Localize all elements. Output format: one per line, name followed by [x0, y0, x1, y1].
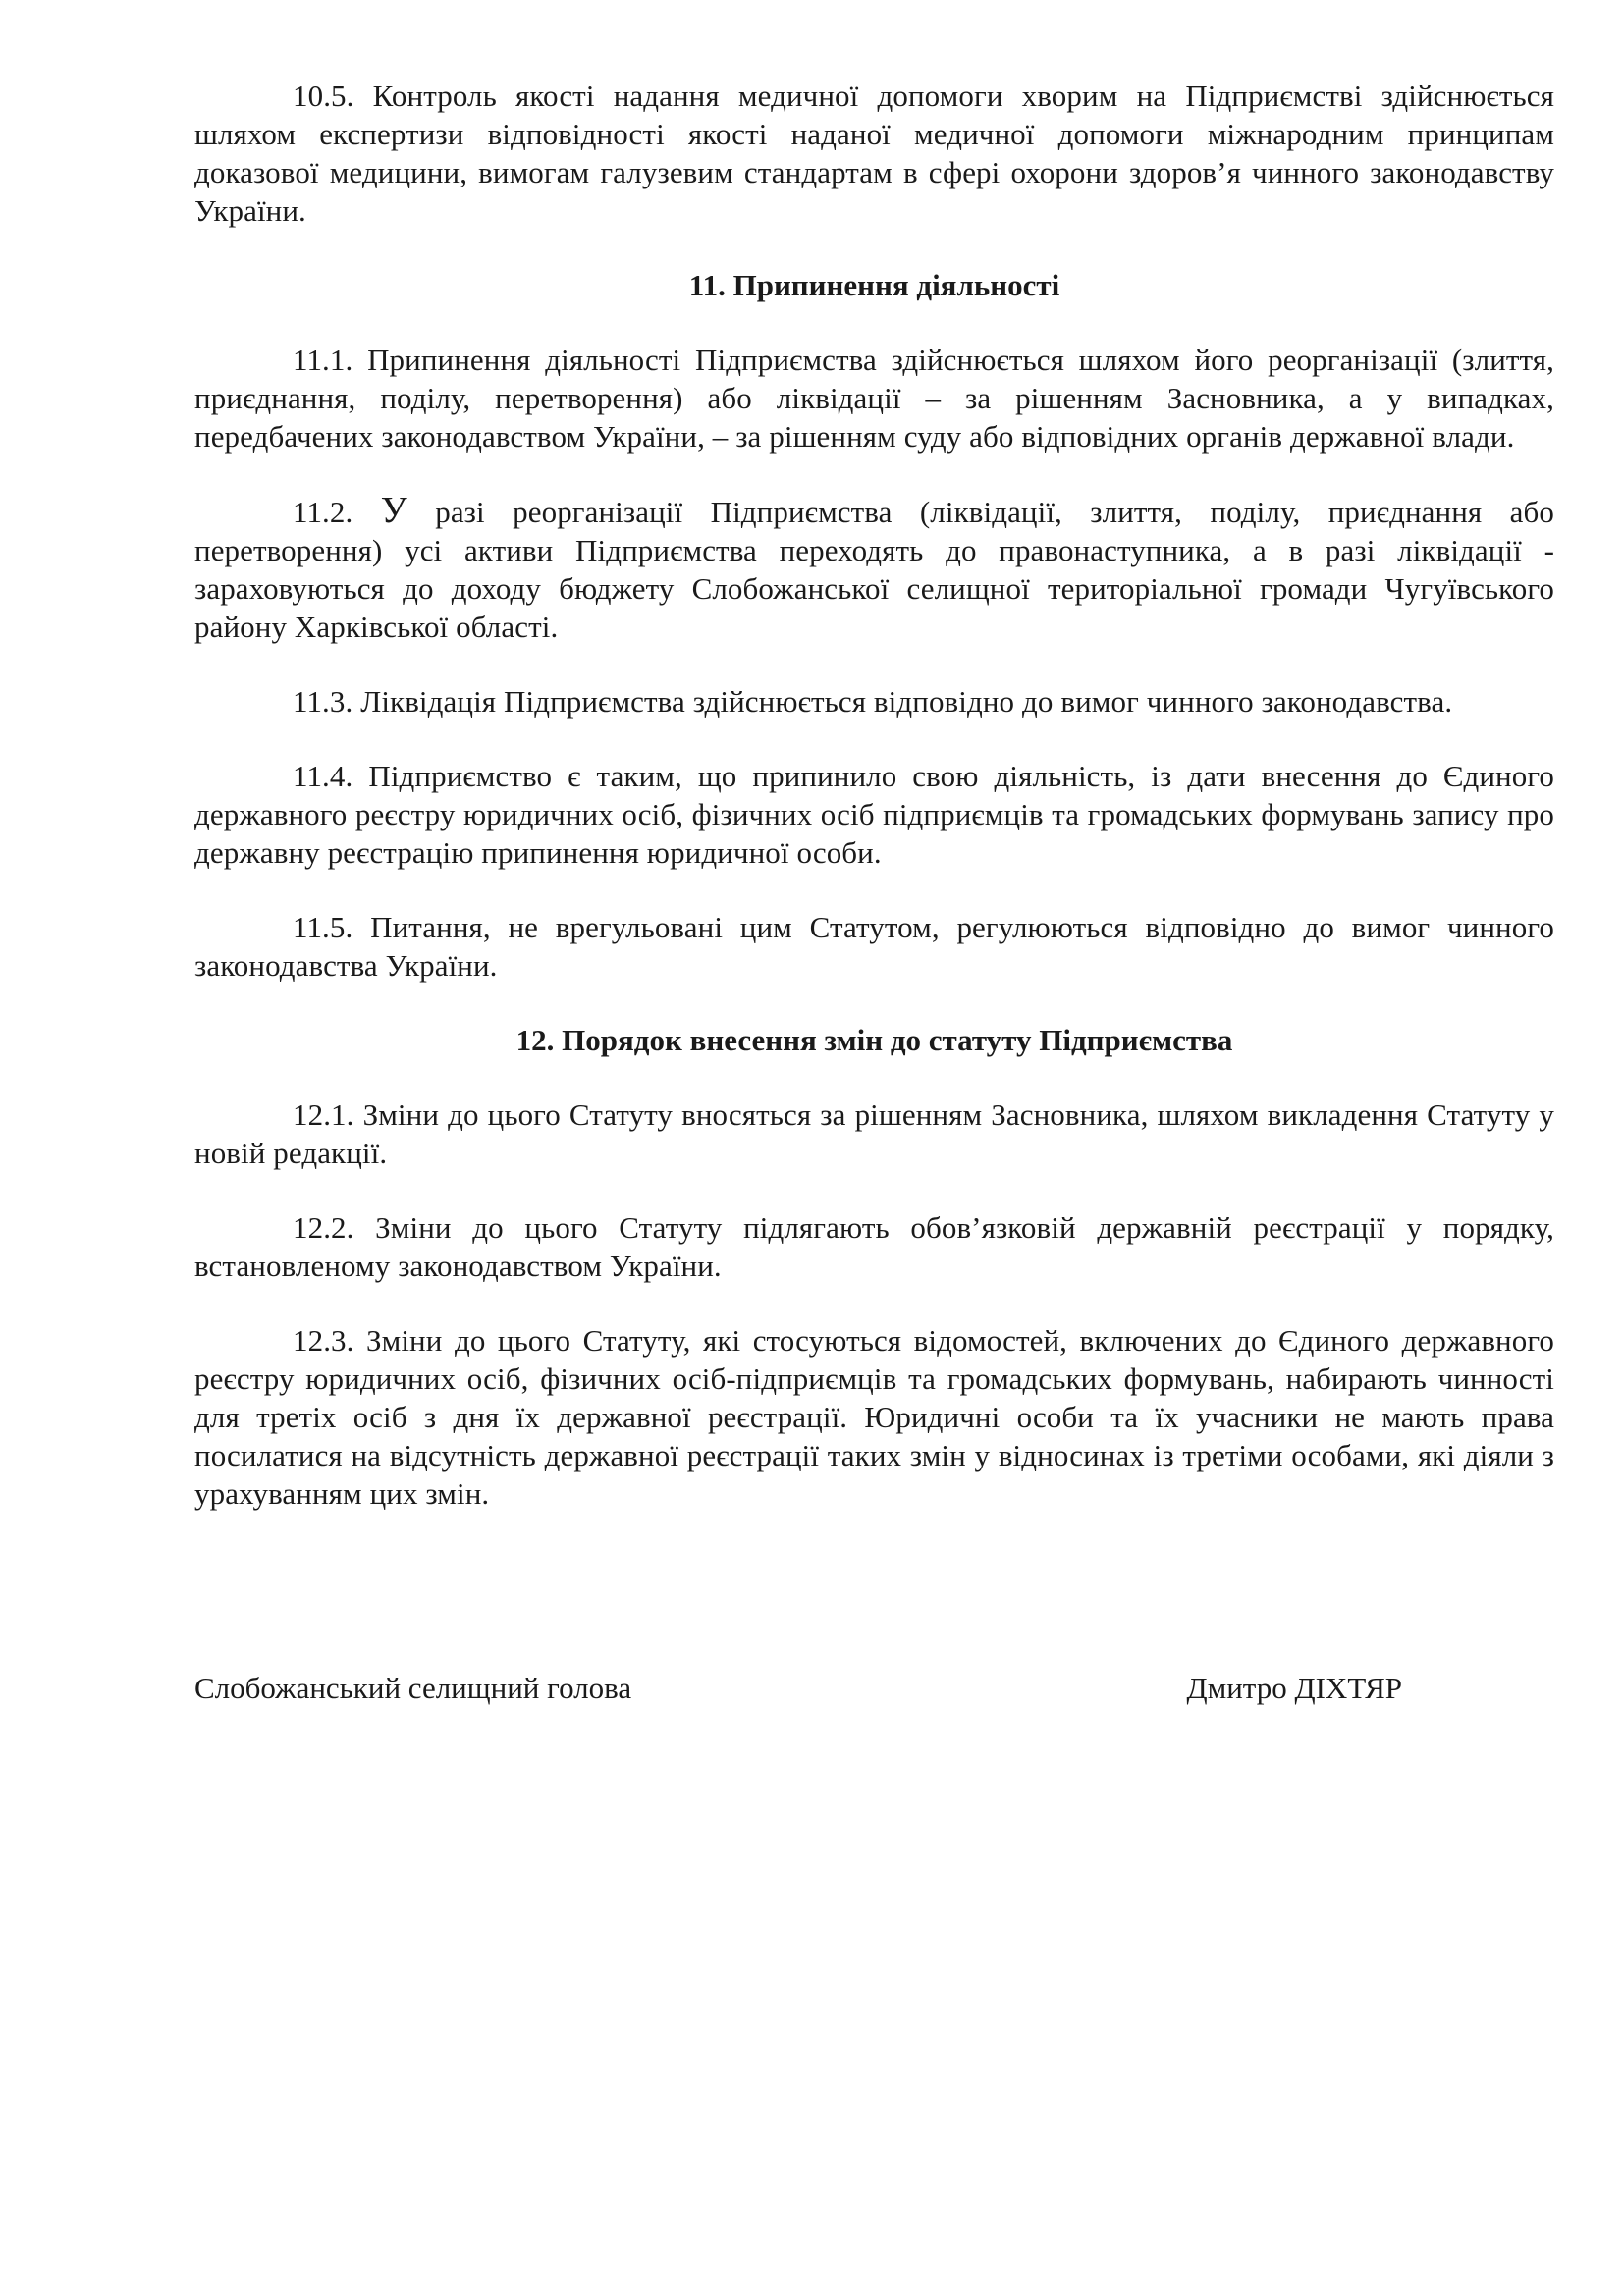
paragraph-12-2: 12.2. Зміни до цього Статуту підлягають обов’язковій державній реєстрації у порядку, встановленому законодавством України. [194, 1210, 1554, 1283]
document-body [194, 77, 1554, 1513]
section-11-heading: 11. Припинення діяльності [688, 268, 1060, 302]
paragraph-11-5: 11.5. Питання, не врегульовані цим Статутом, регулюються відповідно до вимог чинного законодавства України. [194, 910, 1554, 983]
paragraph-10-5: 10.5. Контроль якості надання медичної допомоги хворим на Підприємстві здійснюється шляхом експертизи відповідності якості наданої медичної допомоги міжнародним принципам доказової медицини, вимогам галузевим стандартам в сфері охорони здоров’я чинного законодавству України. [194, 79, 1554, 228]
section-12-heading: 12. Порядок внесення змін до статуту Підприємства [515, 1023, 1233, 1057]
signature-name: Дмитро ДІХТЯР [1186, 1671, 1402, 1705]
paragraph-11-2-text: разі реорганізації Підприємства (ліквідації, злиття, поділу, приєднання або перетворення) усі активи Підприємства переходять до правонаступника, а в разі ліквідації - зараховуються до доходу бюджету Слобожанської селищної територіальної громади Чугуївського району Харківської області. [194, 495, 1555, 644]
paragraph-12-3: 12.3. Зміни до цього Статуту, які стосуються відомостей, включених до Єдиного державного реєстру юридичних осіб, фізичних осіб-підприємців та громадських формувань, набирають чинності для третіх осіб з дня їх державної реєстрації. Юридичні особи та їх учасники не мають права посилатися на відсутність державної реєстрації таких змін у відносинах із третіми особами, які діяли з урахуванням цих змін. [194, 1323, 1554, 1511]
paragraph-11-3: 11.3. Ліквідація Підприємства здійснюється відповідно до вимог чинного законодавства. [293, 684, 1453, 719]
paragraph-11-2-initial: У [380, 490, 407, 531]
paragraph-11-2 [194, 492, 1554, 646]
paragraph-11-1: 11.1. Припинення діяльності Підприємства здійснюється шляхом його реорганізації (злиття, приєднання, поділу, перетворення) або ліквідації – за рішенням Засновника, а у випадках, передбачених законодавством України, – за рішенням суду або відповідних органів державної влади. [194, 343, 1554, 454]
signature-position: Слобожанський селищний голова [194, 1671, 632, 1705]
paragraph-12-1: 12.1. Зміни до цього Статуту вносяться за рішенням Засновника, шляхом викладення Статуту у новій редакції. [194, 1097, 1554, 1170]
signature-block [194, 1669, 1402, 1707]
paragraph-11-2-number: 11.2. [293, 495, 353, 529]
paragraph-11-4: 11.4. Підприємство є таким, що припинило свою діяльність, із дати внесення до Єдиного державного реєстру юридичних осіб, фізичних осіб підприємців та громадських формувань запису про державну реєстрацію припинення юридичної особи. [194, 759, 1554, 870]
